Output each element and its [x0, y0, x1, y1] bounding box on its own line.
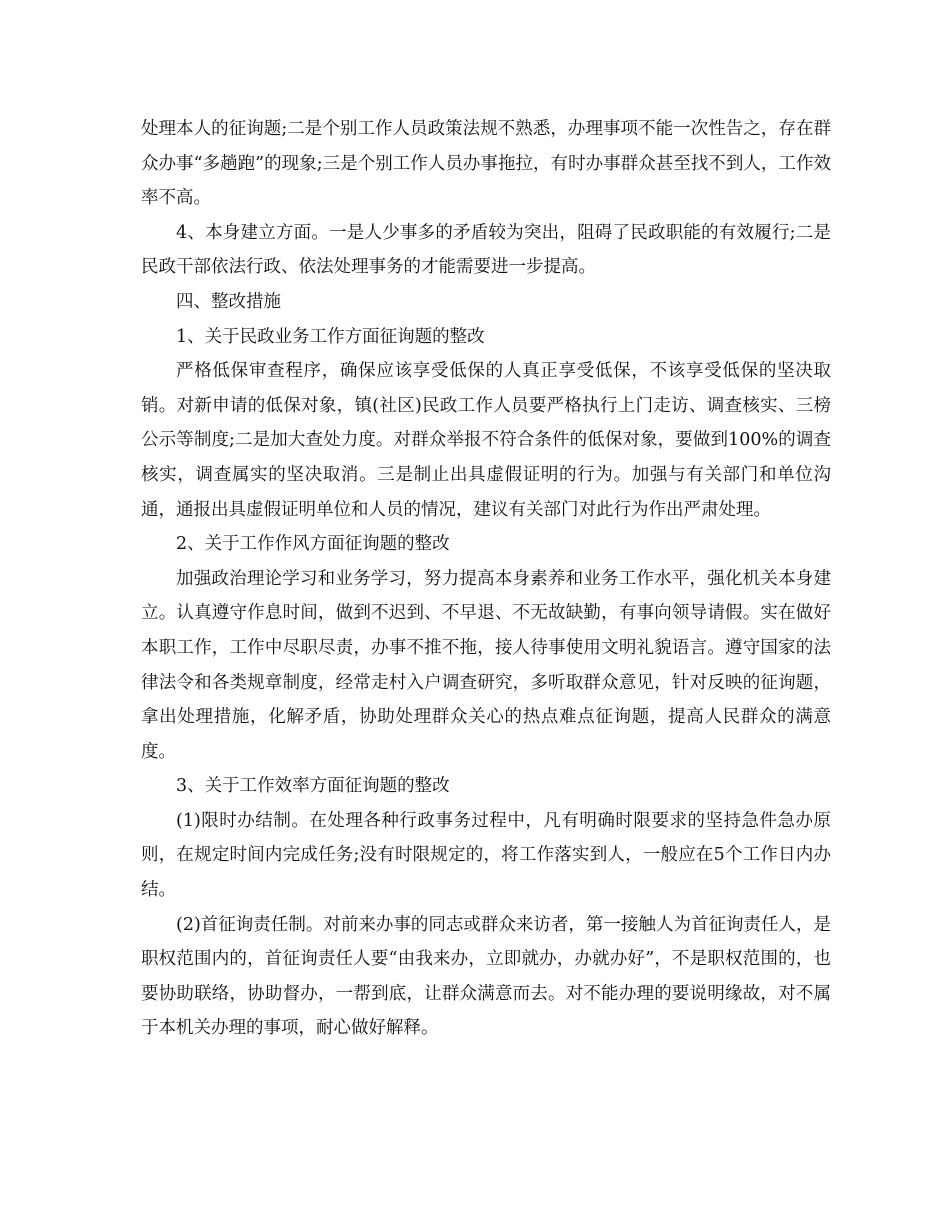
subheading-3: 3、关于工作效率方面征询题的整改	[176, 776, 450, 797]
subheading-2: 2、关于工作作风方面征询题的整改	[176, 534, 450, 555]
paragraph-2: 4、本身建立方面。一是人少事多的矛盾较为突出，阻碍了民政职能的有效履行;二是民政干部依法行政、依法处理事务的才能需要进一步提高。	[141, 222, 831, 278]
subheading-1: 1、关于民政业务工作方面征询题的整改	[176, 326, 485, 347]
paragraph-4: 加强政治理论学习和业务学习，努力提高本身素养和业务工作水平，强化机关本身建立。认真遵守作息时间，做到不迟到、不早退、不无故缺勤，有事向领导请假。实在做好本职工作，工作中尽职尽责，办事不推不拖，接人待事使用文明礼貌语言。遵守国家的法律法令和各类规章制度，经常走村入户调查研究，多听取群众意见，针对反映的征询题，拿出处理措施，化解矛盾，协助处理群众关心的热点难点征询题，提高人民群众的满意度。	[141, 568, 831, 762]
paragraph-5: (1)限时办结制。在处理各种行政事务过程中，凡有明确时限要求的坚持急件急办原则，在规定时间内完成任务;没有时限规定的，将工作落实到人，一般应在5个工作日内办结。	[141, 810, 831, 901]
paragraph-1: 处理本人的征询题;二是个别工作人员政策法规不熟悉，办理事项不能一次性告之，存在群众办事“多趟跑”的现象;三是个别工作人员办事拖拉，有时办事群众甚至找不到人，工作效率不高。	[141, 119, 831, 209]
paragraph-6: (2)首征询责任制。对前来办事的同志或群众来访者，第一接触人为首征询责任人，是职权范围内的，首征询责任人要“由我来办，立即就办，办就办好”，不是职权范围的，也要协助联络，协助督办，一帮到底，让群众满意而去。对不能办理的要说明缘故，对不属于本机关办理的事项，耐心做好解释。	[141, 914, 831, 1039]
section-heading-rectification-measures: 四、整改措施	[176, 291, 281, 312]
document-body	[141, 112, 831, 1046]
paragraph-3: 严格低保审查程序，确保应该享受低保的人真正享受低保，不该享受低保的坚决取销。对新申请的低保对象，镇(社区)民政工作人员要严格执行上门走访、调查核实、三榜公示等制度;二是加大查处力度。对群众举报不符合条件的低保对象，要做到100%的调查核实，调查属实的坚决取消。三是制止出具虚假证明的行为。加强与有关部门和单位沟通，通报出具虚假证明单位和人员的情况，建议有关部门对此行为作出严肃处理。	[141, 361, 831, 520]
